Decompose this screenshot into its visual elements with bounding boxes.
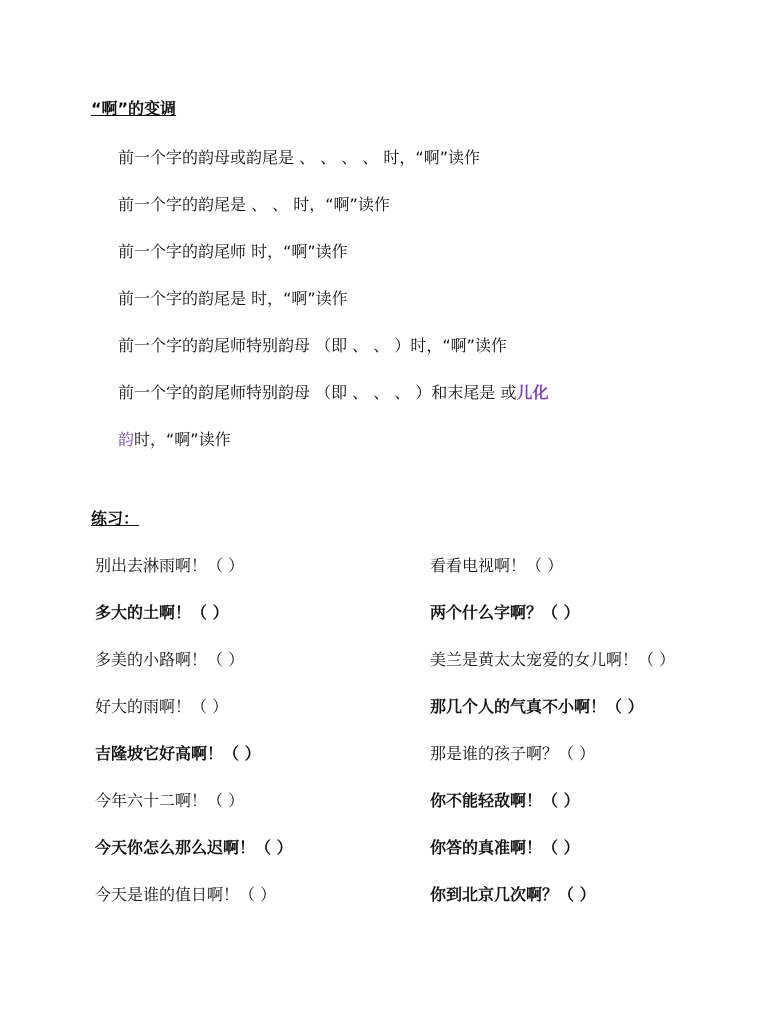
exercise-right-1: 看看电视啊！（ ） — [430, 556, 564, 575]
exercise-left-8: 今天是谁的值日啊！（ ） — [95, 885, 277, 904]
rule-2: 前一个字的韵尾是 、 、 时，“啊”读作 — [118, 195, 390, 214]
exercise-right-4: 那几个人的气真不小啊！（ ） — [430, 697, 644, 716]
rule-3: 前一个字的韵尾师 时，“啊”读作 — [118, 242, 348, 261]
rule-6-cont-text: 时，“啊”读作 — [134, 430, 231, 449]
exercise-right-2: 两个什么字啊？（ ） — [430, 603, 580, 622]
exercise-left-1: 别出去淋雨啊！（ ） — [95, 556, 245, 575]
rule-6-continued — [118, 430, 231, 450]
exercise-right-3: 美兰是黄太太宠爱的女儿啊！（ ） — [430, 650, 676, 669]
rule-6-erhua: 儿化 — [516, 383, 549, 402]
rule-6 — [118, 383, 549, 403]
exercise-left-7: 今天你怎么那么迟啊！（ ） — [95, 838, 293, 857]
section-title: “啊”的变调 — [91, 99, 177, 118]
rule-5: 前一个字的韵尾师特别韵母 （即 、 、 ）时，“啊”读作 — [118, 336, 507, 355]
exercise-right-7: 你答的真准啊！（ ） — [430, 838, 580, 857]
exercise-left-6: 今年六十二啊！（ ） — [95, 791, 245, 810]
exercise-left-5: 吉隆坡它好高啊！（ ） — [95, 744, 261, 763]
rule-1: 前一个字的韵母或韵尾是 、 、 、 、 时，“啊”读作 — [118, 148, 481, 167]
exercise-right-8: 你到北京几次啊？（ ） — [430, 885, 596, 904]
exercise-left-3: 多美的小路啊！（ ） — [95, 650, 245, 669]
rule-6-text: 前一个字的韵尾师特别韵母 （即 、 、 、 ）和末尾是 或 — [118, 383, 517, 402]
exercise-left-4: 好大的雨啊！（ ） — [95, 697, 229, 716]
rule-4: 前一个字的韵尾是 时，“啊”读作 — [118, 289, 348, 308]
exercise-right-5: 那是谁的孩子啊？（ ） — [430, 744, 596, 763]
exercise-right-6: 你不能轻敌啊！（ ） — [430, 791, 580, 810]
exercise-title: 练习： — [91, 509, 140, 528]
exercise-left-2: 多大的土啊！（ ） — [95, 603, 229, 622]
rule-6-yun: 韵 — [118, 430, 135, 449]
